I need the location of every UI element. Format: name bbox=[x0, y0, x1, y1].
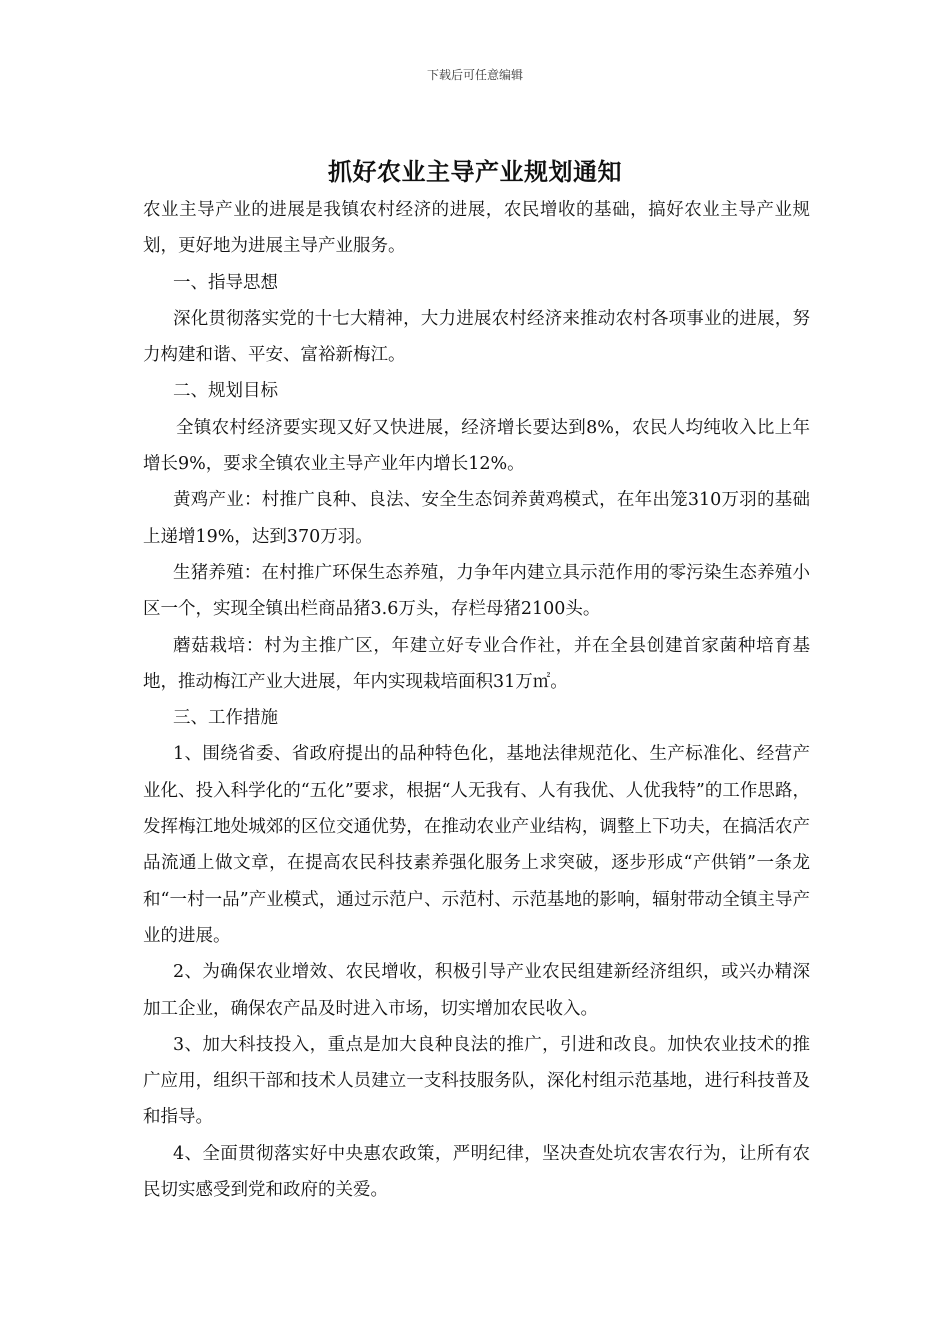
header-note: 下载后可任意编辑 bbox=[426, 68, 523, 82]
paragraph-measure-2: 2、为确保农业增效、农民增收，积极引导产业农民组建新经济组织，或兴办精深加工企业，确保农产品及时进入市场，切实增加农民收入。 bbox=[143, 962, 810, 1019]
section-heading-guiding-thought: 一、指导思想 bbox=[173, 272, 278, 293]
intro-paragraph: 农业主导产业的进展是我镇农村经济的进展，农民增收的基础，搞好农业主导产业规划，更好地为进展主导产业服务。 bbox=[143, 200, 810, 257]
section-heading-work-measures: 三、工作措施 bbox=[173, 708, 278, 729]
section-heading-planning-goals: 二、规划目标 bbox=[173, 381, 278, 402]
paragraph-mushroom-cultivation: 蘑菇栽培：村为主推广区，年建立好专业合作社，并在全县创建首家菌种培育基地，推动梅江产业大进展，年内实现栽培面积31万㎡。 bbox=[143, 635, 810, 692]
paragraph-measure-4: 4、全面贯彻落实好中央惠农政策，严明纪律，坚决查处坑农害农行为，让所有农民切实感受到党和政府的关爱。 bbox=[143, 1143, 810, 1201]
document-body bbox=[143, 192, 810, 1208]
paragraph-pig-farming: 生猪养殖：在村推广环保生态养殖，力争年内建立具示范作用的零污染生态养殖小区一个，实现全镇出栏商品猪3.6万头，存栏母猪2100头。 bbox=[143, 562, 810, 620]
document-title: 抓好农业主导产业规划通知 bbox=[328, 157, 622, 186]
paragraph-guiding-thought: 深化贯彻落实党的十七大精神，大力进展农村经济来推动农村各项事业的进展，努力构建和谐、平安、富裕新梅江。 bbox=[143, 308, 810, 366]
paragraph-yellow-chicken: 黄鸡产业：村推广良种、良法、安全生态饲养黄鸡模式，在年出笼310万羽的基础上递增19%，达到370万羽。 bbox=[143, 490, 810, 547]
paragraph-planning-goals: 全镇农村经济要实现又好又快进展，经济增长要达到8%，农民人均纯收入比上年增长9%，要求全镇农业主导产业年内增长12%。 bbox=[143, 417, 810, 475]
paragraph-measure-1: 1、围绕省委、省政府提出的品种特色化，基地法律规范化、生产标准化、经营产业化、投入科学化的“五化”要求，根据“人无我有、人有我优、人优我特”的工作思路，发挥梅江地处城郊的区位交通优势，在推动农业产业结构，调整上下功夫，在搞活农产品流通上做文章，在提高农民科技素养强化服务上求突破，逐步形成“产供销”一条龙和“一村一品”产业模式，通过示范户、示范村、示范基地的影响，辐射带动全镇主导产业的进展。 bbox=[143, 744, 810, 946]
paragraph-measure-3: 3、加大科技投入，重点是加大良种良法的推广，引进和改良。加快农业技术的推广应用，组织干部和技术人员建立一支科技服务队，深化村组示范基地，进行科技普及和指导。 bbox=[143, 1034, 810, 1128]
